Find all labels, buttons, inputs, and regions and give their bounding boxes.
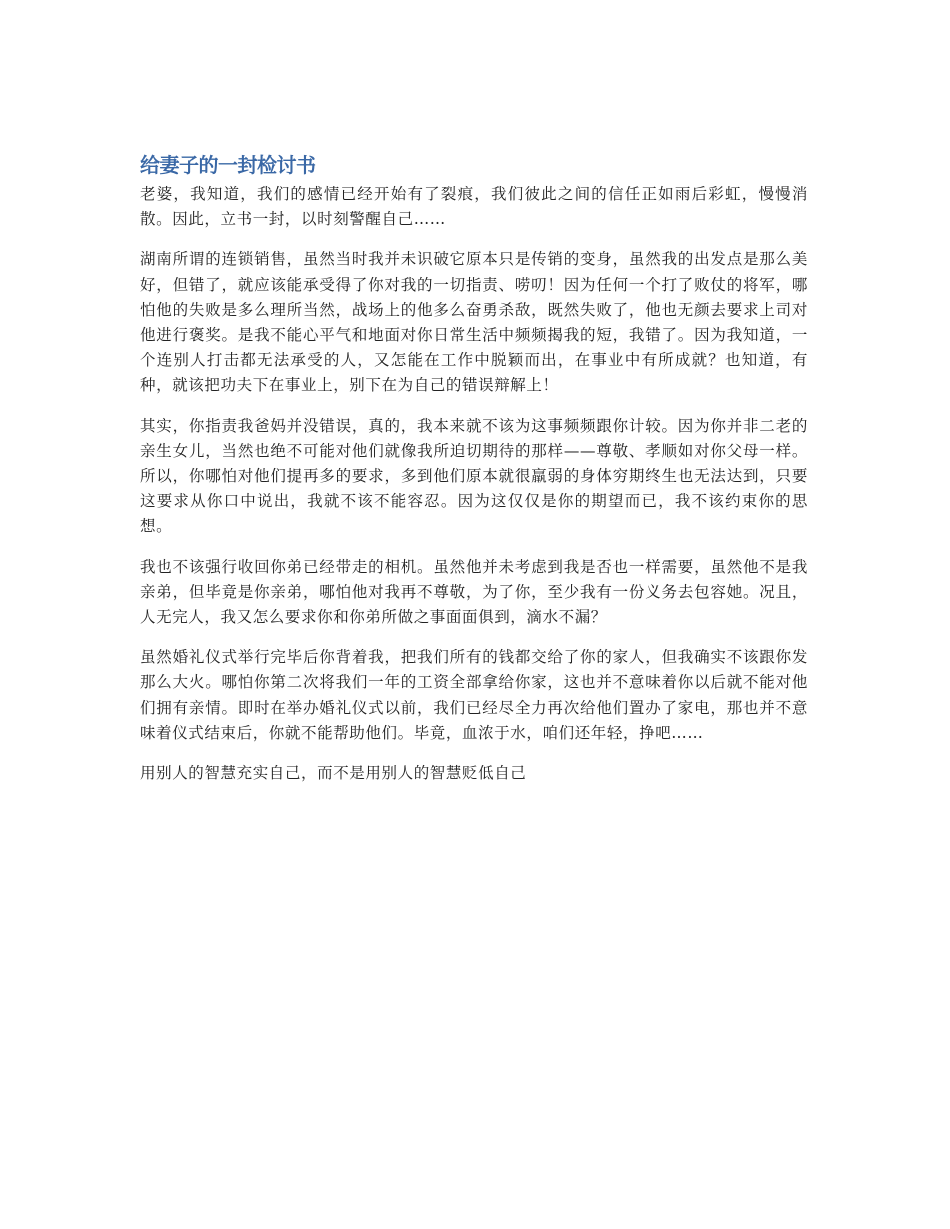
paragraph-1: 老婆，我知道，我们的感情已经开始有了裂痕，我们彼此之间的信任正如雨后彩虹，慢慢消散。因此，立书一封，以时刻警醒自己…… [140, 185, 808, 229]
document-body [140, 150, 808, 801]
paragraph-2: 湖南所谓的连锁销售，虽然当时我并未识破它原本只是传销的变身，虽然我的出发点是那么美好，但错了，就应该能承受得了你对我的一切指责、唠叨！因为任何一个打了败仗的将军，哪怕他的失败是多么理所当然，战场上的他多么奋勇杀敌，既然失败了，他也无颜去要求上司对他进行褒奖。是我不能心平气和地面对你日常生活中频频揭我的短，我错了。因为我知道，一个连别人打击都无法承受的人，又怎能在工作中脱颖而出，在事业中有所成就？也知道，有种，就该把功夫下在事业上，别下在为自己的错误辩解上！ [140, 250, 808, 395]
paragraph-5: 虽然婚礼仪式举行完毕后你背着我，把我们所有的钱都交给了你的家人，但我确实不该跟你发那么大火。哪怕你第二次将我们一年的工资全部拿给你家，这也并不意味着你以后就不能对他们拥有亲情。即时在举办婚礼仪式以前，我们已经尽全力再次给他们置办了家电，那也并不意味着仪式结束后，你就不能帮助他们。毕竟，血浓于水，咱们还年轻，挣吧…… [140, 648, 808, 742]
document-title: 给妻子的一封检讨书 [140, 153, 316, 177]
closing-quote: 用别人的智慧充实自己，而不是用别人的智慧贬低自己 [140, 764, 527, 783]
paragraph-4: 我也不该强行收回你弟已经带走的相机。虽然他并未考虑到我是否也一样需要，虽然他不是我亲弟，但毕竟是你亲弟，哪怕他对我再不尊敬，为了你，至少我有一份义务去包容她。况且，人无完人，我又怎么要求你和你弟所做之事面面俱到，滴水不漏？ [140, 557, 808, 627]
paragraph-3: 其实，你指责我爸妈并没错误，真的，我本来就不该为这事频频跟你计较。因为你并非二老的亲生女儿，当然也绝不可能对他们就像我所迫切期待的那样——尊敬、孝顺如对你父母一样。所以，你哪怕对他们提再多的要求，多到他们原本就很羸弱的身体穷期终生也无法达到，只要这要求从你口中说出，我就不该不能容忍。因为这仅仅是你的期望而已，我不该约束你的思想。 [140, 416, 808, 536]
